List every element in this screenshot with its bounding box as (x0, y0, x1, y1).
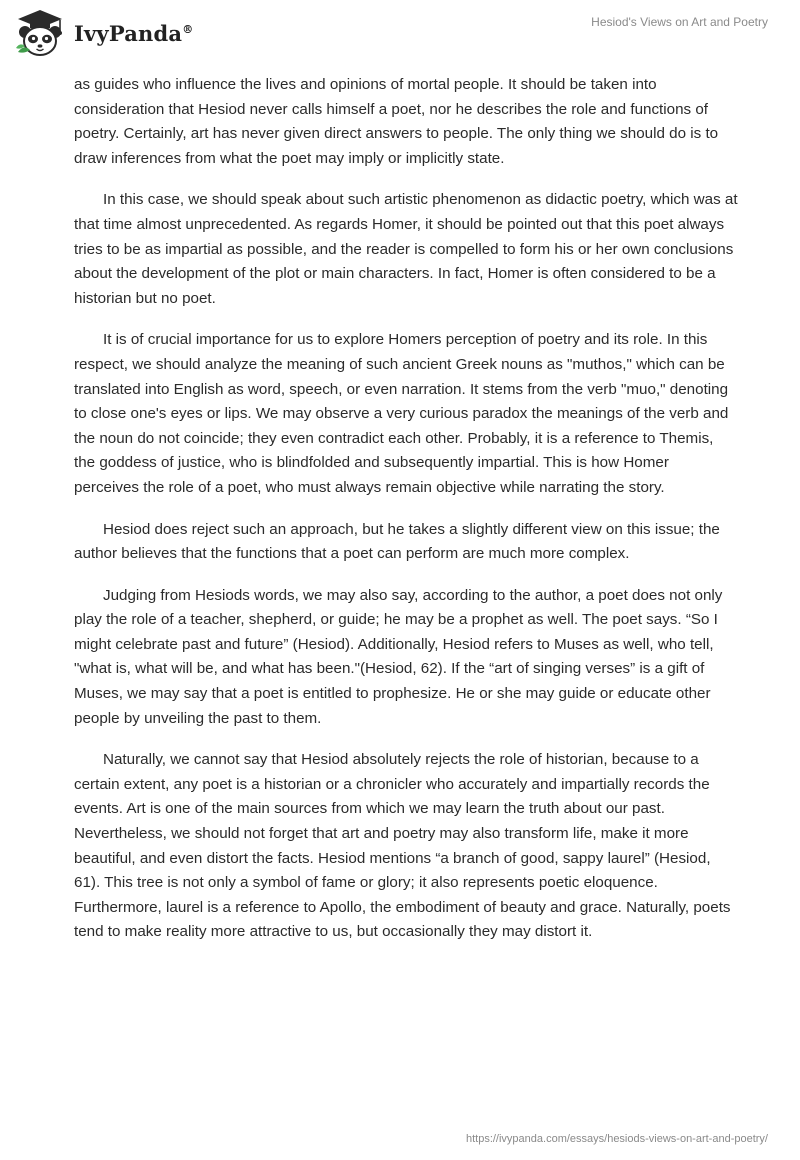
paragraph: Naturally, we cannot say that Hesiod absolutely rejects the role of historian, because to a certain extent, any poet is a historian or a chronicler who accurately and impartially records the events. Art is one of the main sources from which we may learn the truth about our past. Nevertheless, we should not forget that art and poetry may also transform life, make it more beautiful, and even distort the facts. Hesiod mentions “a branch of good, sappy laurel” (Hesiod, 61). This tree is not only a symbol of fame or glory; it also represents poetic eloquence. Furthermore, laurel is a reference to Apollo, the embodiment of beauty and grace. Naturally, poets tend to make reality more attractive to us, but occasionally they may distort it. (74, 751, 731, 941)
brand-name: IvyPanda® (74, 20, 194, 46)
paragraph: Hesiod does reject such an approach, but he takes a slightly different view on this issue; the author believes that the functions that a poet can perform are much more complex. (74, 520, 720, 563)
registered-mark: ® (182, 22, 194, 36)
paragraph: It is of crucial importance for us to explore Homers perception of poetry and its role. In this respect, we should analyze the meaning of such ancient Greek nouns as "muthos," which can be translated into English as word, speech, or even narration. It stems from the verb "muo," denoting to close one's eyes or lips. We may observe a very curious paradox the meanings of the verb and the noun do not coincide; they even contradict each other. Probably, it is a reference to Themis, the goddess of justice, who is blindfolded and subsequently impartial. This is how Homer perceives the role of a poet, who must always remain objective while narrating the story. (74, 331, 729, 496)
paragraph: Judging from Hesiods words, we may also say, according to the author, a poet does not only play the role of a teacher, shepherd, or guide; he may be a prophet as well. The poet says. “So I might celebrate past and future” (Hesiod). Additionally, Hesiod refers to Muses as well, who tell, "what is, what will be, and what has been."(Hesiod, 62). If the “art of singing verses” is a gift of Muses, we may say that a poet is entitled to prophesize. He or she may guide or educate other people by unveiling the past to them. (74, 586, 723, 727)
source-url[interactable]: https://ivypanda.com/essays/hesiods-views-on-art-and-poetry/ (465, 1133, 768, 1145)
page-header (0, 0, 800, 64)
brand-logo[interactable] (14, 8, 193, 58)
panda-graduate-icon (14, 8, 66, 58)
document-title: Hesiod's Views on Art and Poetry (591, 15, 768, 29)
paragraph: In this case, we should speak about such artistic phenomenon as didactic poetry, which was at that time almost unprecedented. As regards Homer, it should be pointed out that this poet always tries to be as impartial as possible, and the reader is compelled to form his or her own conclusions about the development of the plot or main characters. In fact, Homer is often considered to be a historian but no poet. (74, 191, 738, 307)
essay-body (74, 73, 738, 962)
paragraph-continued: as guides who influence the lives and opinions of mortal people. It should be taken into consideration that Hesiod never calls himself a poet, nor he describes the role and functions of poetry. Certainly, art has never given direct answers to people. The only thing we should do is to draw inferences from what the poet may imply or implicitly state. (74, 76, 719, 167)
